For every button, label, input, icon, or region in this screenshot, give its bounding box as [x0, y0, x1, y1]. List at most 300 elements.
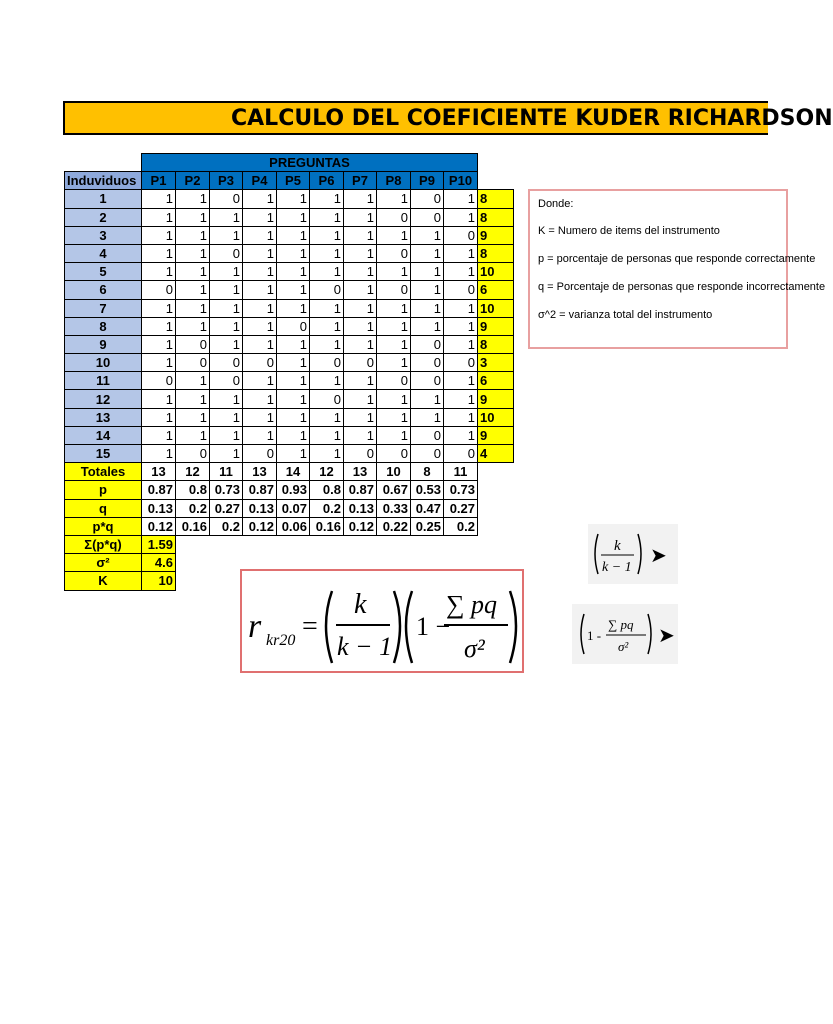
answer-cell: 1 [377, 317, 411, 335]
q-row-value: 0.13 [142, 499, 176, 517]
row-sum: 10 [478, 408, 514, 426]
kr20-formula [240, 569, 524, 673]
answer-cell: 1 [411, 317, 444, 335]
blank-cell [478, 172, 514, 190]
answer-cell: 0 [444, 226, 478, 244]
page-title: CALCULO DEL COEFICIENTE KUDER RICHARDSON [231, 106, 833, 131]
pq-row-value: 0.22 [377, 517, 411, 535]
pq-row-value: 0.2 [444, 517, 478, 535]
q-row-value: 0.13 [344, 499, 377, 517]
answer-cell: 1 [310, 317, 344, 335]
pq-row-value: 0.25 [411, 517, 444, 535]
answer-cell: 0 [411, 426, 444, 444]
answer-cell: 0 [310, 281, 344, 299]
p-row-value: 0.87 [243, 481, 277, 499]
table-row [65, 208, 514, 226]
question-header: P3 [210, 172, 243, 190]
table-row [65, 226, 514, 244]
blank-cell [277, 535, 310, 553]
answer-cell: 1 [310, 408, 344, 426]
row-id: 15 [65, 445, 142, 463]
answer-cell: 1 [210, 263, 243, 281]
row-sum: 8 [478, 208, 514, 226]
answer-cell: 1 [210, 408, 243, 426]
totales-row [65, 463, 514, 481]
answer-cell: 0 [344, 445, 377, 463]
answer-cell: 0 [411, 208, 444, 226]
pq-row [65, 517, 514, 535]
answer-cell: 0 [377, 208, 411, 226]
k-definition: K = Numero de items del instrumento [538, 225, 720, 237]
table-row [65, 445, 514, 463]
table-row [65, 354, 514, 372]
preguntas-header: PREGUNTAS [142, 154, 478, 172]
row-id: 10 [65, 354, 142, 372]
mini2-sigma: σ² [618, 639, 629, 654]
answer-cell: 1 [176, 317, 210, 335]
mini2-sum: ∑ pq [608, 617, 634, 632]
answer-cell: 1 [243, 390, 277, 408]
pq-row-value: 0.12 [142, 517, 176, 535]
answer-cell: 0 [310, 390, 344, 408]
sigma-row-label: σ² [65, 554, 142, 572]
question-header: P2 [176, 172, 210, 190]
p-row-label: p [65, 481, 142, 499]
answer-cell: 1 [243, 281, 277, 299]
q-row-value: 0.13 [243, 499, 277, 517]
data-table [64, 153, 514, 591]
blank-cell [210, 554, 243, 572]
question-header: P4 [243, 172, 277, 190]
answer-cell: 1 [344, 390, 377, 408]
totales-row-label: Totales [65, 463, 142, 481]
answer-cell: 1 [377, 426, 411, 444]
answer-cell: 1 [344, 317, 377, 335]
pq-row-value: 0.16 [310, 517, 344, 535]
row-id: 2 [65, 208, 142, 226]
answer-cell: 1 [243, 226, 277, 244]
q-row-value: 0.33 [377, 499, 411, 517]
answer-cell: 1 [142, 317, 176, 335]
row-sum: 8 [478, 335, 514, 353]
blank-cell [310, 535, 344, 553]
table-row [65, 317, 514, 335]
answer-cell: 1 [344, 426, 377, 444]
answer-cell: 1 [377, 299, 411, 317]
answer-cell: 1 [444, 299, 478, 317]
answer-cell: 1 [310, 208, 344, 226]
row-sum: 6 [478, 281, 514, 299]
answer-cell: 0 [310, 354, 344, 372]
answer-cell: 1 [142, 445, 176, 463]
answer-cell: 1 [142, 226, 176, 244]
answer-cell: 1 [142, 335, 176, 353]
answer-cell: 1 [142, 426, 176, 444]
q-row-value: 0.47 [411, 499, 444, 517]
answer-cell: 1 [310, 226, 344, 244]
blank-cell [478, 499, 514, 517]
sigma-row-value: 4.6 [142, 554, 176, 572]
answer-cell: 1 [344, 226, 377, 244]
k-ratio-mini-svg [588, 524, 678, 584]
formula-sigma2: σ² [464, 634, 485, 663]
answer-cell: 1 [444, 317, 478, 335]
answer-cell: 1 [444, 426, 478, 444]
answer-cell: 1 [176, 390, 210, 408]
answer-cell: 1 [344, 208, 377, 226]
answer-cell: 1 [411, 226, 444, 244]
pq-row-value: 0.2 [210, 517, 243, 535]
answer-cell: 1 [210, 426, 243, 444]
row-id: 6 [65, 281, 142, 299]
answer-cell: 1 [243, 426, 277, 444]
answer-cell: 1 [377, 390, 411, 408]
definitions-box [528, 189, 826, 349]
title-bar [63, 101, 833, 135]
answer-cell: 1 [243, 335, 277, 353]
answer-cell: 1 [310, 335, 344, 353]
row-sum: 4 [478, 445, 514, 463]
individuos-header: Induviduos [65, 172, 142, 190]
table-row [65, 426, 514, 444]
answer-cell: 1 [310, 263, 344, 281]
answer-cell: 1 [277, 208, 310, 226]
mini-k1: k − 1 [602, 560, 632, 575]
answer-cell: 0 [344, 354, 377, 372]
answer-cell: 1 [277, 244, 310, 262]
answer-cell: 1 [142, 299, 176, 317]
totales-row-value: 12 [310, 463, 344, 481]
answer-cell: 0 [176, 335, 210, 353]
answer-cell: 0 [444, 281, 478, 299]
paren-left-2 [406, 591, 412, 663]
table-row [65, 244, 514, 262]
p-row-value: 0.8 [176, 481, 210, 499]
answer-cell: 0 [411, 372, 444, 390]
totales-row-value: 11 [210, 463, 243, 481]
answer-cell: 1 [243, 208, 277, 226]
answer-cell: 1 [176, 208, 210, 226]
p-row-value: 0.53 [411, 481, 444, 499]
totales-row-value: 13 [243, 463, 277, 481]
answer-cell: 0 [411, 445, 444, 463]
answer-cell: 1 [411, 390, 444, 408]
answer-cell: 1 [210, 317, 243, 335]
sum-pq-row-label: Σ(p*q) [65, 535, 142, 553]
answer-cell: 1 [210, 335, 243, 353]
blank-cell [377, 535, 411, 553]
preguntas-header-row [65, 154, 514, 172]
answer-cell: 1 [411, 263, 444, 281]
arrow-icon: ➤ [650, 543, 667, 567]
answer-cell: 1 [142, 408, 176, 426]
answer-cell: 1 [444, 190, 478, 208]
question-header: P10 [444, 172, 478, 190]
answer-cell: 1 [142, 263, 176, 281]
sum-pq-row-value: 1.59 [142, 535, 176, 553]
p-row-value: 0.93 [277, 481, 310, 499]
answer-cell: 1 [344, 299, 377, 317]
answer-cell: 1 [444, 335, 478, 353]
totales-row-value: 14 [277, 463, 310, 481]
answer-cell: 1 [411, 408, 444, 426]
answer-cell: 1 [277, 263, 310, 281]
question-header: P6 [310, 172, 344, 190]
answer-cell: 1 [344, 372, 377, 390]
answer-cell: 1 [142, 354, 176, 372]
answer-cell: 1 [176, 426, 210, 444]
answer-cell: 1 [444, 244, 478, 262]
answer-cell: 1 [243, 263, 277, 281]
p-row-value: 0.8 [310, 481, 344, 499]
k-row-value: 10 [142, 572, 176, 590]
answer-cell: 1 [176, 244, 210, 262]
answer-cell: 1 [444, 372, 478, 390]
blank-cell [478, 535, 514, 553]
answer-cell: 1 [176, 226, 210, 244]
row-sum: 9 [478, 426, 514, 444]
answer-cell: 1 [310, 426, 344, 444]
blank-cell [478, 154, 514, 172]
blank-cell [210, 535, 243, 553]
q-row-value: 0.2 [310, 499, 344, 517]
answer-cell: 1 [377, 263, 411, 281]
blank-cell [210, 572, 243, 590]
answer-cell: 1 [243, 190, 277, 208]
totales-row-value: 8 [411, 463, 444, 481]
p-row-value: 0.73 [444, 481, 478, 499]
answer-cell: 1 [444, 208, 478, 226]
blank-cell [65, 154, 142, 172]
row-id: 1 [65, 190, 142, 208]
table-row [65, 190, 514, 208]
answer-cell: 1 [344, 335, 377, 353]
answer-cell: 1 [310, 190, 344, 208]
kr20-formula-svg [242, 571, 522, 671]
table-row [65, 263, 514, 281]
pq-row-value: 0.16 [176, 517, 210, 535]
answer-cell: 1 [377, 226, 411, 244]
question-header: P7 [344, 172, 377, 190]
blank-cell [176, 572, 210, 590]
answer-cell: 1 [277, 281, 310, 299]
answer-cell: 0 [142, 281, 176, 299]
answer-cell: 1 [277, 426, 310, 444]
formula-k: k [354, 589, 367, 620]
table-row [65, 335, 514, 353]
row-sum: 3 [478, 354, 514, 372]
sum-ratio-mini-svg [572, 604, 678, 664]
q-row-value: 0.27 [444, 499, 478, 517]
mini-k: k [614, 538, 621, 554]
row-id: 7 [65, 299, 142, 317]
answer-cell: 1 [243, 372, 277, 390]
answer-cell: 0 [444, 354, 478, 372]
answer-cell: 1 [411, 244, 444, 262]
answer-cell: 0 [377, 244, 411, 262]
answer-cell: 1 [310, 372, 344, 390]
table-row [65, 281, 514, 299]
arrow-icon: ➤ [658, 623, 675, 647]
answer-cell: 1 [377, 335, 411, 353]
paren-left-1 [326, 591, 332, 663]
answer-cell: 1 [277, 390, 310, 408]
sigma-definition: σ^2 = varianza total del instrumento [538, 309, 713, 321]
answer-cell: 1 [444, 390, 478, 408]
answer-cell: 1 [277, 335, 310, 353]
answer-cell: 1 [344, 244, 377, 262]
answer-cell: 1 [176, 299, 210, 317]
answer-cell: 1 [344, 263, 377, 281]
answer-cell: 1 [344, 281, 377, 299]
answer-cell: 0 [377, 445, 411, 463]
blank-cell [411, 535, 444, 553]
answer-cell: 1 [142, 208, 176, 226]
paren-right-1 [394, 591, 400, 663]
answer-cell: 1 [377, 190, 411, 208]
formula-lhs: r [248, 608, 262, 645]
answer-cell: 1 [142, 190, 176, 208]
p-row-value: 0.87 [344, 481, 377, 499]
table-row [65, 372, 514, 390]
table-row [65, 390, 514, 408]
answer-cell: 1 [377, 354, 411, 372]
row-id: 4 [65, 244, 142, 262]
p-row-value: 0.87 [142, 481, 176, 499]
answer-cell: 1 [277, 445, 310, 463]
answer-cell: 0 [243, 445, 277, 463]
formula-equals: = [302, 611, 318, 642]
answer-cell: 1 [176, 372, 210, 390]
paren-right-2 [510, 591, 516, 663]
question-header: P9 [411, 172, 444, 190]
answer-cell: 1 [176, 408, 210, 426]
questions-header-row [65, 172, 514, 190]
formula-sum-pq: ∑ pq [446, 590, 498, 619]
q-row-value: 0.07 [277, 499, 310, 517]
row-sum: 6 [478, 372, 514, 390]
answer-cell: 1 [277, 408, 310, 426]
answer-cell: 0 [411, 354, 444, 372]
totales-row-value: 13 [142, 463, 176, 481]
answer-cell: 0 [411, 335, 444, 353]
formula-sub: kr20 [266, 632, 296, 649]
answer-cell: 1 [310, 244, 344, 262]
sum-pq-row [65, 535, 514, 553]
row-id: 12 [65, 390, 142, 408]
q-row-value: 0.2 [176, 499, 210, 517]
answer-cell: 1 [243, 408, 277, 426]
row-sum: 10 [478, 299, 514, 317]
answer-cell: 1 [210, 281, 243, 299]
row-id: 5 [65, 263, 142, 281]
answer-cell: 0 [210, 190, 243, 208]
answer-cell: 0 [176, 354, 210, 372]
answer-cell: 1 [210, 390, 243, 408]
totales-row-value: 13 [344, 463, 377, 481]
totales-row-value: 12 [176, 463, 210, 481]
row-sum: 9 [478, 226, 514, 244]
p-row-value: 0.67 [377, 481, 411, 499]
row-sum: 9 [478, 317, 514, 335]
formula-one: 1 − [416, 612, 451, 641]
k-row-label: K [65, 572, 142, 590]
answer-cell: 1 [210, 208, 243, 226]
answer-cell: 0 [377, 281, 411, 299]
answer-cell: 1 [377, 408, 411, 426]
blank-cell [344, 535, 377, 553]
row-id: 13 [65, 408, 142, 426]
pq-row-label: p*q [65, 517, 142, 535]
question-header: P8 [377, 172, 411, 190]
answer-cell: 0 [444, 445, 478, 463]
answer-cell: 1 [176, 190, 210, 208]
answer-cell: 0 [243, 354, 277, 372]
table-row [65, 408, 514, 426]
row-id: 8 [65, 317, 142, 335]
answer-cell: 1 [411, 299, 444, 317]
answer-cell: 0 [210, 244, 243, 262]
row-id: 3 [65, 226, 142, 244]
pq-row-value: 0.12 [344, 517, 377, 535]
row-sum: 10 [478, 263, 514, 281]
totales-row-value: 11 [444, 463, 478, 481]
answer-cell: 1 [176, 281, 210, 299]
answer-cell: 0 [210, 354, 243, 372]
answer-cell: 1 [277, 190, 310, 208]
answer-cell: 1 [411, 281, 444, 299]
pq-row-value: 0.12 [243, 517, 277, 535]
answer-cell: 1 [243, 299, 277, 317]
row-id: 14 [65, 426, 142, 444]
k-ratio-mini-formula [588, 524, 678, 584]
answer-cell: 1 [243, 317, 277, 335]
blank-cell [478, 481, 514, 499]
answer-cell: 0 [411, 190, 444, 208]
answer-cell: 1 [277, 226, 310, 244]
blank-cell [176, 554, 210, 572]
blank-cell [243, 535, 277, 553]
answer-cell: 0 [142, 372, 176, 390]
row-id: 9 [65, 335, 142, 353]
table-row [65, 299, 514, 317]
sum-ratio-mini-formula [572, 604, 678, 664]
donde-label: Donde: [538, 198, 574, 210]
answer-cell: 1 [344, 190, 377, 208]
question-header: P5 [277, 172, 310, 190]
question-header: P1 [142, 172, 176, 190]
blank-cell [176, 535, 210, 553]
answer-cell: 1 [277, 372, 310, 390]
answer-cell: 1 [277, 354, 310, 372]
totales-row-value: 10 [377, 463, 411, 481]
answer-cell: 0 [176, 445, 210, 463]
p-row [65, 481, 514, 499]
row-sum: 8 [478, 244, 514, 262]
answer-cell: 1 [210, 299, 243, 317]
answer-cell: 1 [210, 445, 243, 463]
pq-row-value: 0.06 [277, 517, 310, 535]
answer-cell: 1 [142, 244, 176, 262]
answer-cell: 1 [310, 299, 344, 317]
mini2-one: 1 - [587, 628, 602, 643]
row-sum: 8 [478, 190, 514, 208]
answer-cell: 0 [377, 372, 411, 390]
row-id: 11 [65, 372, 142, 390]
q-row [65, 499, 514, 517]
answer-cell: 0 [277, 317, 310, 335]
answer-cell: 0 [210, 372, 243, 390]
